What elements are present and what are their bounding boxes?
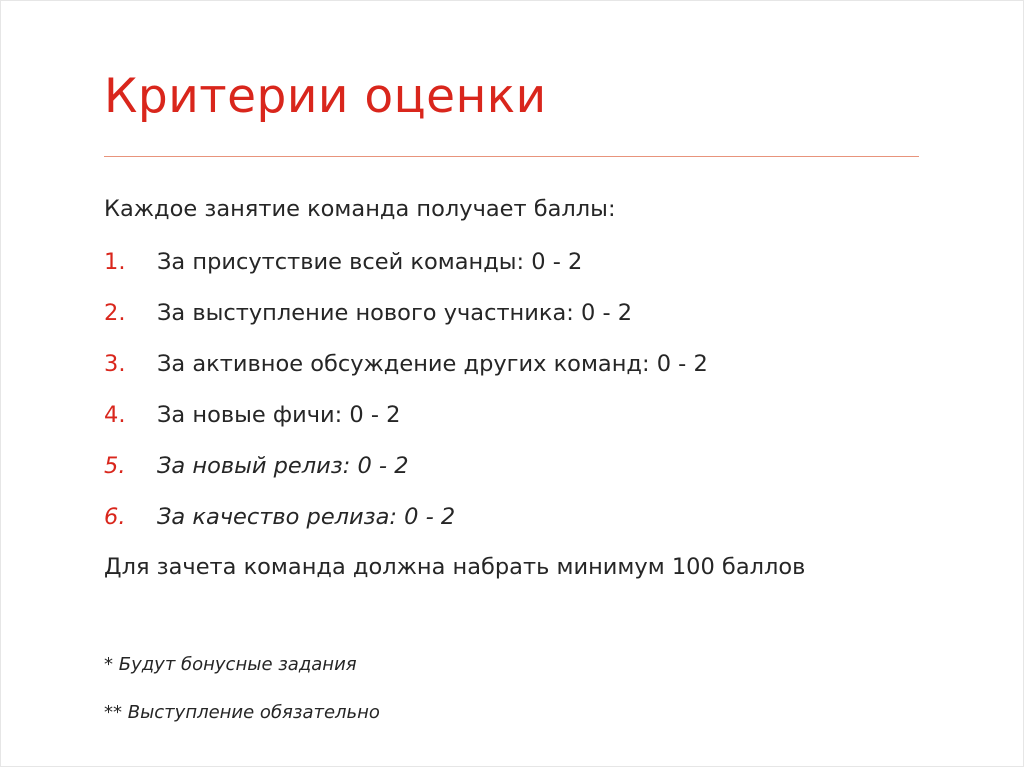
list-item [104,453,708,504]
list-item-text: За новый релиз: 0 - 2 [157,453,409,479]
list-item-text: За качество релиза: 0 - 2 [157,504,456,530]
list-item [104,402,708,453]
list-item-text: За присутствие всей команды: 0 - 2 [157,249,583,275]
list-item-text: За выступление нового участника: 0 - 2 [157,300,633,326]
list-item-number: 5. [104,453,126,479]
list-item [104,249,708,300]
list-item [104,504,708,555]
criteria-list [104,249,708,555]
title-divider [104,156,919,157]
requirement-text: Для зачета команда должна набрать минимум 100 баллов [104,554,806,580]
list-item [104,300,708,351]
list-item-number: 1. [104,249,126,275]
intro-text: Каждое занятие команда получает баллы: [104,196,616,222]
list-item-number: 2. [104,300,126,326]
list-item-number: 3. [104,351,126,377]
list-item-text: За новые фичи: 0 - 2 [157,402,401,428]
bonus-note: * Будут бонусные задания [104,654,357,675]
mandatory-note: ** Выступление обязательно [104,702,380,723]
list-item-number: 4. [104,402,126,428]
list-item-text: За активное обсуждение других команд: 0 - 2 [157,351,708,377]
slide-title: Критерии оценки [104,69,547,124]
list-item [104,351,708,402]
list-item-number: 6. [104,504,126,530]
